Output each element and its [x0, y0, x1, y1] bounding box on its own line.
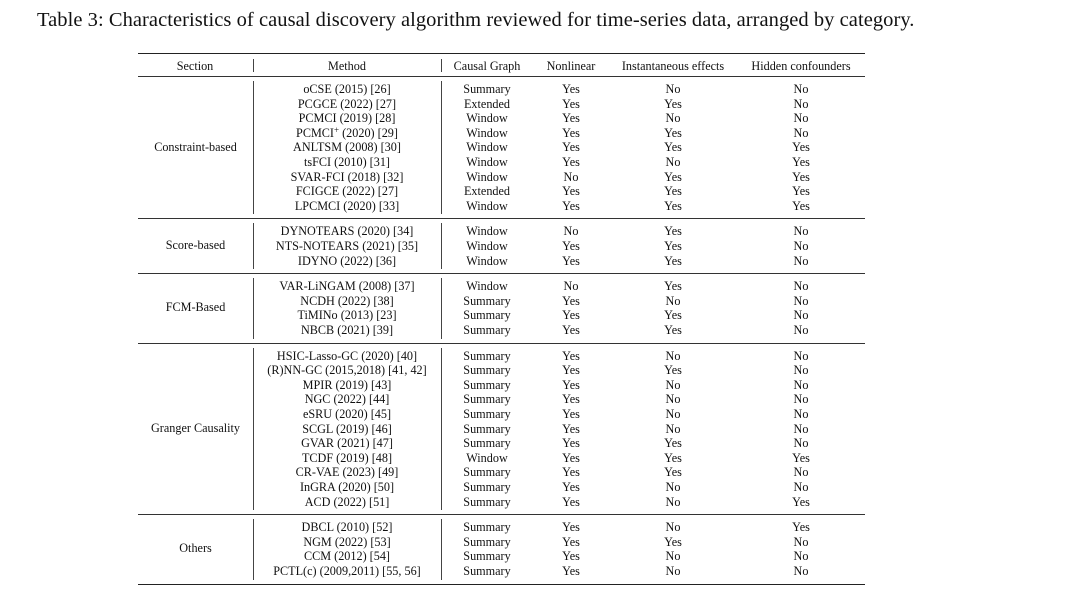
hidden-confounders-cell: No [793, 224, 809, 239]
nonlinear-cell: Yes [562, 111, 580, 126]
method-cell: eSRU (2020) [45] [302, 406, 392, 421]
hidden-confounders-cell: Yes [792, 169, 810, 184]
method-cell: NBCB (2021) [39] [300, 322, 394, 337]
method-cell: TCDF (2019) [48] [301, 450, 393, 465]
hidden-confounders-cell: No [793, 377, 809, 392]
causal-graph-cell: Summary [463, 406, 511, 421]
nonlinear-cell: Yes [562, 308, 580, 323]
method-cell: DBCL (2010) [52] [301, 520, 393, 535]
hidden-confounders-cell: Yes [792, 184, 810, 199]
hidden-confounders-cell: No [793, 253, 809, 268]
table-row [138, 82, 865, 97]
causal-graph-cell: Window [466, 238, 508, 253]
causal-graph-cell: Summary [463, 293, 511, 308]
table-row [138, 170, 865, 185]
nonlinear-cell: Yes [562, 520, 580, 535]
instantaneous-effects-cell: Yes [664, 450, 682, 465]
method-cell: VAR-LiNGAM (2008) [37] [279, 279, 415, 294]
causal-graph-cell: Summary [463, 520, 511, 535]
instantaneous-effects-cell: No [665, 563, 681, 578]
table-row [138, 465, 865, 480]
nonlinear-cell: Yes [562, 82, 580, 96]
nonlinear-cell: Yes [562, 465, 580, 480]
causal-graph-cell: Window [466, 224, 508, 239]
method-cell: InGRA (2020) [50] [299, 479, 395, 494]
hidden-confounders-cell: No [793, 82, 809, 96]
causal-graph-cell: Summary [463, 377, 511, 392]
hidden-confounders-cell: Yes [792, 494, 810, 509]
method-cell: SVAR-FCI (2018) [32] [290, 169, 404, 184]
table-section [138, 274, 865, 342]
causal-graph-cell: Summary [463, 308, 511, 323]
section-label: Score-based [165, 238, 226, 253]
hidden-confounders-cell: Yes [792, 140, 810, 155]
method-cell: GVAR (2021) [47] [301, 436, 393, 451]
instantaneous-effects-cell: Yes [664, 169, 682, 184]
table-row [138, 126, 865, 141]
nonlinear-cell: Yes [562, 406, 580, 421]
table-row [138, 279, 865, 294]
nonlinear-cell: Yes [562, 563, 580, 578]
causal-graph-cell: Extended [463, 96, 511, 111]
hidden-confounders-cell: No [793, 406, 809, 421]
instantaneous-effects-cell: No [665, 154, 681, 169]
causal-graph-cell: Summary [463, 465, 511, 480]
nonlinear-cell: Yes [562, 392, 580, 407]
causal-graph-cell: Summary [463, 392, 511, 407]
method-cell: NGM (2022) [53] [303, 534, 391, 549]
table-section [138, 219, 865, 273]
nonlinear-cell: Yes [562, 479, 580, 494]
method-cell: CR-VAE (2023) [49] [295, 465, 399, 480]
hidden-confounders-cell: No [793, 111, 809, 126]
table-row [138, 535, 865, 550]
section-label: Others [179, 541, 212, 556]
hidden-confounders-cell: Yes [792, 520, 810, 535]
instantaneous-effects-cell: Yes [664, 279, 682, 294]
causal-graph-cell: Summary [463, 348, 511, 363]
nonlinear-cell: Yes [562, 436, 580, 451]
instantaneous-effects-cell: Yes [664, 238, 682, 253]
table-row [138, 155, 865, 170]
instantaneous-effects-cell: Yes [664, 308, 682, 323]
hidden-confounders-cell: No [793, 421, 809, 436]
table-row [138, 392, 865, 407]
table-row [138, 436, 865, 451]
causal-graph-cell: Summary [463, 494, 511, 509]
nonlinear-cell: No [563, 279, 579, 294]
table-header [138, 54, 865, 76]
hidden-confounders-cell: No [793, 96, 809, 111]
table-row [138, 323, 865, 338]
table-row [138, 308, 865, 323]
instantaneous-effects-cell: No [665, 479, 681, 494]
causal-graph-cell: Window [466, 253, 508, 268]
method-cell: TiMINo (2013) [23] [297, 308, 397, 323]
nonlinear-cell: Yes [562, 377, 580, 392]
hidden-confounders-cell: No [793, 348, 809, 363]
instantaneous-effects-cell: Yes [664, 465, 682, 480]
causal-graph-cell: Window [466, 279, 508, 294]
causal-graph-cell: Window [466, 111, 508, 126]
causal-graph-cell: Extended [463, 184, 511, 199]
nonlinear-cell: No [563, 224, 579, 239]
hidden-confounders-cell: Yes [792, 154, 810, 169]
table-section [138, 515, 865, 583]
table-row [138, 239, 865, 254]
hidden-confounders-cell: No [793, 363, 809, 378]
hidden-confounders-cell: No [793, 549, 809, 564]
table-row [138, 549, 865, 564]
hidden-confounders-cell: No [793, 238, 809, 253]
table-row [138, 422, 865, 437]
instantaneous-effects-cell: Yes [664, 125, 682, 140]
instantaneous-effects-cell: Yes [664, 363, 682, 378]
header-section: Section [176, 59, 214, 73]
nonlinear-cell: Yes [562, 348, 580, 363]
causal-graph-cell: Window [466, 154, 508, 169]
hidden-confounders-cell: No [793, 392, 809, 407]
instantaneous-effects-cell: No [665, 82, 681, 96]
hidden-confounders-cell: No [793, 293, 809, 308]
method-cell: DYNOTEARS (2020) [34] [280, 224, 414, 239]
hidden-confounders-cell: No [793, 279, 809, 294]
method-cell: tsFCI (2010) [31] [304, 154, 390, 169]
instantaneous-effects-cell: No [665, 377, 681, 392]
causal-graph-cell: Window [466, 169, 508, 184]
instantaneous-effects-cell: No [665, 111, 681, 126]
method-cell: NCDH (2022) [38] [300, 293, 394, 308]
hidden-confounders-cell: No [793, 308, 809, 323]
hidden-confounders-cell: No [793, 563, 809, 578]
causal-graph-cell: Window [466, 450, 508, 465]
instantaneous-effects-cell: No [665, 494, 681, 509]
method-cell: ACD (2022) [51] [304, 494, 390, 509]
header-hidden-confounders: Hidden confounders [751, 59, 851, 73]
table-row [138, 199, 865, 214]
section-label: Granger Causality [150, 420, 240, 435]
table-row [138, 294, 865, 309]
hidden-confounders-cell: Yes [792, 198, 810, 213]
nonlinear-cell: Yes [562, 322, 580, 337]
instantaneous-effects-cell: Yes [664, 96, 682, 111]
method-cell: PCGCE (2022) [27] [297, 96, 397, 111]
causal-graph-cell: Summary [463, 549, 511, 564]
header-divider [253, 59, 254, 72]
method-cell: ANLTSM (2008) [30] [293, 140, 401, 155]
causal-graph-cell: Summary [463, 436, 511, 451]
header-causal-graph: Causal Graph [453, 59, 521, 73]
instantaneous-effects-cell: Yes [664, 253, 682, 268]
causal-graph-cell: Summary [463, 322, 511, 337]
table-row [138, 97, 865, 112]
header-instantaneous-effects: Instantaneous effects [621, 59, 725, 73]
table-section [138, 77, 865, 218]
causal-graph-cell: Window [466, 125, 508, 140]
instantaneous-effects-cell: Yes [664, 140, 682, 155]
section-label: Constraint-based [154, 139, 237, 154]
nonlinear-cell: Yes [562, 293, 580, 308]
nonlinear-cell: Yes [562, 253, 580, 268]
table-caption: Table 3: Characteristics of causal discovery algorithm reviewed for time-series data, arranged by category. [37, 9, 915, 31]
section-label: FCM-Based [165, 300, 226, 315]
hidden-confounders-cell: No [793, 125, 809, 140]
causal-graph-cell: Summary [463, 563, 511, 578]
table-row [138, 224, 865, 239]
causal-graph-cell: Summary [463, 534, 511, 549]
method-cell: oCSE (2015) [26] [303, 82, 391, 96]
nonlinear-cell: Yes [562, 140, 580, 155]
nonlinear-cell: Yes [562, 125, 580, 140]
nonlinear-cell: Yes [562, 450, 580, 465]
header-nonlinear: Nonlinear [546, 59, 596, 73]
causal-graph-cell: Summary [463, 82, 511, 96]
nonlinear-cell: Yes [562, 184, 580, 199]
nonlinear-cell: Yes [562, 198, 580, 213]
bottom-rule [138, 584, 865, 585]
nonlinear-cell: Yes [562, 494, 580, 509]
hidden-confounders-cell: No [793, 534, 809, 549]
header-divider [441, 59, 442, 72]
method-cell: PCMCI+ (2020) [29] [296, 124, 398, 140]
table-row [138, 254, 865, 269]
instantaneous-effects-cell: No [665, 348, 681, 363]
instantaneous-effects-cell: Yes [664, 198, 682, 213]
characteristics-table [138, 53, 865, 585]
nonlinear-cell: Yes [562, 154, 580, 169]
method-cell: NGC (2022) [44] [304, 392, 390, 407]
nonlinear-cell: Yes [562, 534, 580, 549]
causal-graph-cell: Window [466, 198, 508, 213]
method-cell: IDYNO (2022) [36] [297, 253, 397, 268]
table-row [138, 111, 865, 126]
method-cell: FCIGCE (2022) [27] [295, 184, 399, 199]
table-row [138, 378, 865, 393]
instantaneous-effects-cell: No [665, 421, 681, 436]
table-row [138, 495, 865, 510]
instantaneous-effects-cell: Yes [664, 322, 682, 337]
hidden-confounders-cell: No [793, 465, 809, 480]
instantaneous-effects-cell: Yes [664, 534, 682, 549]
causal-graph-cell: Summary [463, 479, 511, 494]
table-row [138, 140, 865, 155]
instantaneous-effects-cell: Yes [664, 224, 682, 239]
causal-graph-cell: Summary [463, 363, 511, 378]
instantaneous-effects-cell: No [665, 549, 681, 564]
causal-graph-cell: Summary [463, 421, 511, 436]
table-row [138, 564, 865, 579]
hidden-confounders-cell: No [793, 436, 809, 451]
nonlinear-cell: Yes [562, 421, 580, 436]
nonlinear-cell: Yes [562, 363, 580, 378]
instantaneous-effects-cell: No [665, 520, 681, 535]
method-cell: (R)NN-GC (2015,2018) [41, 42] [267, 363, 427, 378]
method-cell: HSIC-Lasso-GC (2020) [40] [276, 348, 418, 363]
instantaneous-effects-cell: No [665, 392, 681, 407]
causal-graph-cell: Window [466, 140, 508, 155]
hidden-confounders-cell: No [793, 322, 809, 337]
nonlinear-cell: Yes [562, 238, 580, 253]
table-section [138, 344, 865, 515]
table-row [138, 480, 865, 495]
table-row [138, 520, 865, 535]
header-method: Method [328, 59, 366, 73]
table-row [138, 407, 865, 422]
table-row [138, 349, 865, 364]
method-cell: NTS-NOTEARS (2021) [35] [275, 238, 419, 253]
method-cell: MPIR (2019) [43] [302, 377, 392, 392]
nonlinear-cell: Yes [562, 549, 580, 564]
table-row [138, 451, 865, 466]
table-body [138, 77, 865, 585]
method-cell: CCM (2012) [54] [304, 549, 390, 564]
instantaneous-effects-cell: Yes [664, 436, 682, 451]
table-row [138, 363, 865, 378]
nonlinear-cell: No [563, 169, 579, 184]
method-cell: SCGL (2019) [46] [302, 421, 392, 436]
instantaneous-effects-cell: Yes [664, 184, 682, 199]
nonlinear-cell: Yes [562, 96, 580, 111]
method-cell: PCMCI (2019) [28] [298, 111, 396, 126]
method-cell: PCTL(c) (2009,2011) [55, 56] [273, 563, 421, 578]
method-cell: LPCMCI (2020) [33] [294, 198, 400, 213]
hidden-confounders-cell: Yes [792, 450, 810, 465]
instantaneous-effects-cell: No [665, 293, 681, 308]
hidden-confounders-cell: No [793, 479, 809, 494]
instantaneous-effects-cell: No [665, 406, 681, 421]
table-row [138, 184, 865, 199]
